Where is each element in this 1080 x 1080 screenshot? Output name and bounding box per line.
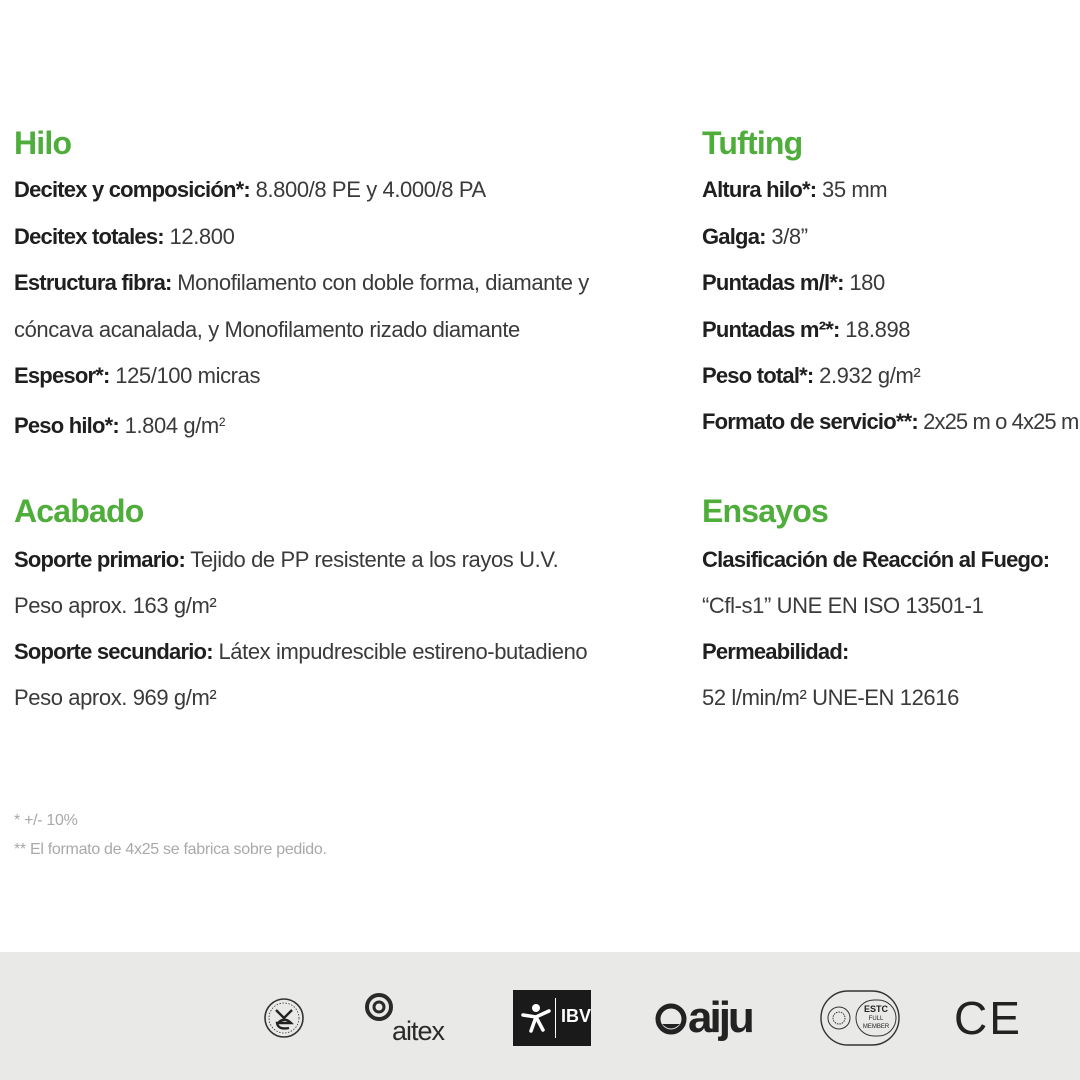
spec-row: [702, 224, 808, 250]
spec-value: Peso aprox. 163 g/m²: [14, 593, 217, 618]
spec-row: [14, 547, 558, 573]
spec-row: [702, 547, 1049, 573]
spec-row: [14, 363, 260, 389]
spec-row: [14, 639, 587, 665]
spec-value: 2.932 g/m²: [813, 363, 921, 388]
superscript: 2: [218, 415, 226, 429]
section-title-tufting: Tufting: [702, 125, 803, 161]
estc-label: ESTC: [863, 1004, 888, 1014]
spec-value: 2x25 m o 4x25 m: [917, 409, 1079, 434]
spec-value: “Cfl-s1” UNE EN ISO 13501-1: [702, 593, 984, 618]
spec-key: Puntadas m²*:: [702, 317, 840, 342]
spec-row-continuation: [14, 317, 520, 343]
section-acabado: [14, 494, 654, 724]
spec-key: Estructura fibra:: [14, 270, 172, 295]
footnotes: [14, 806, 327, 864]
spec-key: Soporte primario:: [14, 547, 185, 572]
spec-row: [702, 639, 849, 665]
spec-value: Látex impudrescible estireno-butadieno: [212, 639, 588, 664]
section-title-acabado: Acabado: [14, 493, 144, 529]
section-ensayos: [702, 494, 1080, 724]
spec-key: Galga:: [702, 224, 766, 249]
spec-value: 12.800: [163, 224, 235, 249]
spec-key: Clasificación de Reacción al Fuego:: [702, 547, 1050, 572]
spec-key: Soporte secundario:: [14, 639, 213, 664]
spec-key: Peso total*:: [702, 363, 814, 388]
ibv-figure-icon: [519, 1001, 553, 1035]
spec-value: 3/8”: [765, 224, 808, 249]
section-tufting: [702, 126, 1080, 446]
spec-row: [702, 409, 1078, 435]
spec-key: Permeabilidad:: [702, 639, 849, 664]
spec-row: [14, 409, 225, 439]
aiju-wordmark: aiju: [688, 993, 752, 1042]
section-title-hilo: Hilo: [14, 125, 72, 161]
spec-value: 1.804 g/m: [118, 413, 219, 438]
aitex-swirl-icon: [364, 992, 394, 1022]
spec-row-continuation: [14, 685, 216, 711]
spec-key: Altura hilo*:: [702, 177, 817, 202]
spec-value: 35 mm: [816, 177, 888, 202]
footnote: * +/- 10%: [14, 812, 78, 829]
ibv-wordmark: IBV: [561, 1006, 592, 1026]
spec-key: Peso hilo*:: [14, 413, 119, 438]
spec-value: 8.800/8 PE y 4.000/8 PA: [249, 177, 486, 202]
spec-key: Puntadas m/l*:: [702, 270, 844, 295]
spec-row: [702, 363, 920, 389]
spec-key: Decitex totales:: [14, 224, 164, 249]
spec-row-continuation: [14, 593, 216, 619]
footnote: ** El formato de 4x25 se fabrica sobre pedido.: [14, 841, 327, 858]
spec-value: 18.898: [839, 317, 911, 342]
aiju-face-icon: [654, 1002, 688, 1036]
spec-key: Decitex y composición*:: [14, 177, 250, 202]
aitex-wordmark: aitex: [392, 1016, 445, 1046]
section-hilo: [14, 126, 654, 446]
quality-seal-logo: [262, 988, 306, 1048]
spec-value: Tejido de PP resistente a los rayos U.V.: [184, 547, 559, 572]
spec-value: 52 l/min/m² UNE-EN 12616: [702, 685, 959, 710]
spec-row-continuation: [702, 593, 983, 619]
spec-key: Formato de servicio**:: [702, 409, 918, 434]
ce-mark: CE: [954, 992, 1022, 1044]
spec-value: Peso aprox. 969 g/m²: [14, 685, 217, 710]
ibv-logo: [513, 990, 591, 1046]
spec-row: [702, 270, 885, 296]
spec-value: cóncava acanalada, y Monofilamento rizado diamante: [14, 317, 520, 342]
ce-mark-logo: [954, 992, 1022, 1044]
aitex-logo: [364, 992, 454, 1048]
spec-row: [14, 224, 234, 250]
estc-sub-label: FULL: [868, 1016, 884, 1022]
aiju-logo: [654, 992, 758, 1046]
spec-row-continuation: [702, 685, 959, 711]
section-title-ensayos: Ensayos: [702, 493, 829, 529]
spec-row: [14, 177, 486, 203]
estc-member-logo: [820, 990, 900, 1046]
spec-row: [14, 270, 589, 296]
spec-value: 180: [843, 270, 885, 295]
spec-value: 125/100 micras: [109, 363, 261, 388]
spec-value: Monofilamento con doble forma, diamante y: [171, 270, 589, 295]
estc-sub-label: MEMBER: [862, 1024, 890, 1030]
spec-row: [702, 177, 887, 203]
spec-key: Espesor*:: [14, 363, 110, 388]
certification-logos-bar: [0, 952, 1080, 1080]
spec-row: [702, 317, 910, 343]
